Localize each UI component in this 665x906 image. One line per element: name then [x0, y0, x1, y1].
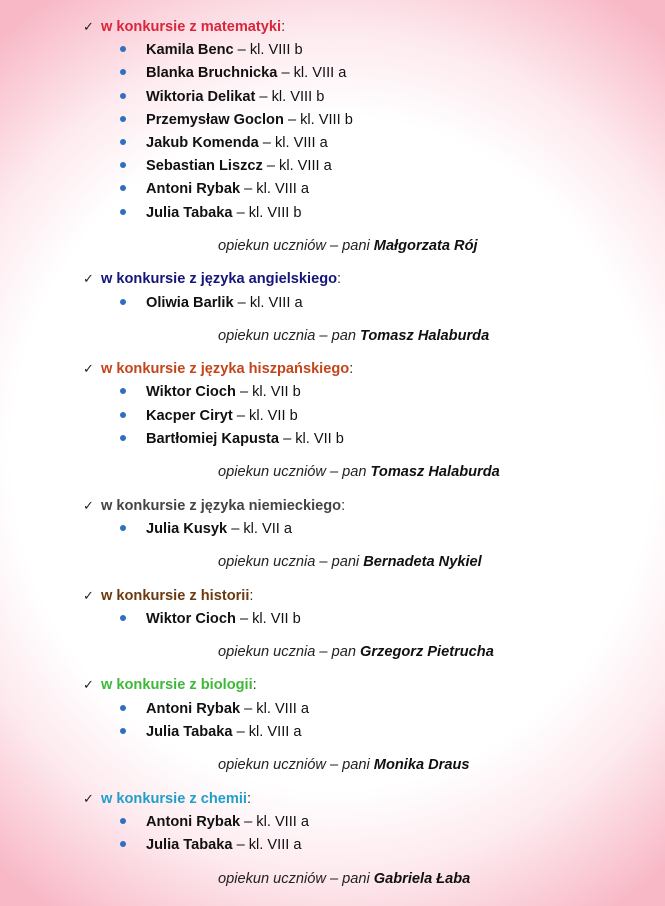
- student-class: – kl. VIII a: [281, 65, 347, 81]
- student-class: – kl. VIII b: [259, 89, 325, 105]
- student-name: Wiktor Cioch: [146, 384, 236, 400]
- tutor-name: Bernadeta Nykiel: [363, 554, 482, 570]
- checkmark-icon: ✓: [83, 791, 94, 806]
- contest-heading: [83, 586, 253, 606]
- student-name: Przemysław Goclon: [146, 112, 284, 128]
- student-name: Oliwia Barlik: [146, 295, 234, 311]
- student-class: – kl. VIII b: [287, 112, 353, 128]
- student-list-item: [120, 722, 301, 742]
- student-name: Julia Tabaka: [146, 205, 233, 221]
- contest-label: w konkursie z chemii: [101, 791, 247, 807]
- checkmark-icon: ✓: [83, 588, 94, 603]
- tutor-name: Monika Draus: [373, 757, 470, 773]
- tutor-prefix: opiekun ucznia – pan: [218, 328, 356, 344]
- student-name: Kamila Benc: [146, 42, 234, 58]
- tutor-line: [218, 326, 489, 346]
- tutor-line: [218, 642, 494, 662]
- bullet-icon: [120, 705, 126, 711]
- student-list-item: [120, 699, 309, 719]
- student-name: Julia Tabaka: [146, 724, 233, 740]
- student-name: Julia Tabaka: [146, 837, 233, 853]
- contest-heading: [83, 269, 341, 289]
- tutor-name: Tomasz Halaburda: [360, 328, 490, 344]
- bullet-icon: [120, 412, 126, 418]
- contest-heading: [83, 17, 285, 37]
- student-list-item: [120, 87, 324, 107]
- contest-heading: [83, 789, 251, 809]
- checkmark-icon: ✓: [83, 361, 94, 376]
- student-class: – kl. VII a: [231, 521, 293, 537]
- tutor-prefix: opiekun ucznia – pan: [218, 644, 356, 660]
- tutor-line: [218, 755, 469, 775]
- checkmark-icon: ✓: [83, 19, 94, 34]
- student-list-item: [120, 63, 346, 83]
- student-name: Sebastian Liszcz: [146, 158, 263, 174]
- bullet-icon: [120, 162, 126, 168]
- heading-colon: :: [252, 677, 257, 693]
- checkmark-icon: ✓: [83, 498, 94, 513]
- student-name: Wiktor Cioch: [146, 611, 236, 627]
- contest-label: w konkursie z biologii: [101, 677, 253, 693]
- contest-label: w konkursie z języka niemieckiego: [101, 498, 342, 514]
- bullet-icon: [120, 818, 126, 824]
- bullet-icon: [120, 435, 126, 441]
- student-class: – kl. VII b: [236, 408, 298, 424]
- checkmark-icon: ✓: [83, 271, 94, 286]
- bullet-icon: [120, 841, 126, 847]
- heading-colon: :: [349, 361, 354, 377]
- student-list-item: [120, 382, 301, 402]
- tutor-prefix: opiekun uczniów – pani: [218, 871, 370, 887]
- bullet-icon: [120, 93, 126, 99]
- contest-heading: [83, 675, 257, 695]
- student-list-item: [120, 133, 328, 153]
- contest-label: w konkursie z historii: [101, 588, 250, 604]
- bullet-icon: [120, 388, 126, 394]
- bullet-icon: [120, 299, 126, 305]
- student-name: Wiktoria Delikat: [146, 89, 256, 105]
- student-list-item: [120, 40, 303, 60]
- student-list-item: [120, 110, 353, 130]
- contest-label: w konkursie z języka hiszpańskiego: [101, 361, 350, 377]
- student-list-item: [120, 406, 298, 426]
- bullet-icon: [120, 46, 126, 52]
- heading-colon: :: [281, 19, 286, 35]
- student-name: Jakub Komenda: [146, 135, 259, 151]
- student-name: Julia Kusyk: [146, 521, 228, 537]
- student-class: – kl. VII b: [239, 384, 301, 400]
- tutor-name: Grzegorz Pietrucha: [360, 644, 494, 660]
- tutor-line: [218, 552, 482, 572]
- student-list-item: [120, 429, 344, 449]
- tutor-prefix: opiekun uczniów – pani: [218, 757, 370, 773]
- student-list-item: [120, 519, 292, 539]
- student-class: – kl. VIII b: [237, 42, 303, 58]
- student-class: – kl. VIII a: [266, 158, 332, 174]
- bullet-icon: [120, 116, 126, 122]
- bullet-icon: [120, 728, 126, 734]
- student-name: Antoni Rybak: [146, 814, 241, 830]
- heading-colon: :: [337, 271, 342, 287]
- student-name: Antoni Rybak: [146, 181, 241, 197]
- student-name: Kacper Ciryt: [146, 408, 233, 424]
- tutor-prefix: opiekun uczniów – pani: [218, 238, 370, 254]
- heading-colon: :: [249, 588, 254, 604]
- checkmark-icon: ✓: [83, 677, 94, 692]
- student-class: – kl. VII b: [283, 431, 344, 447]
- student-list-item: [120, 179, 309, 199]
- student-class: – kl. VIII a: [244, 181, 310, 197]
- bullet-icon: [120, 185, 126, 191]
- heading-colon: :: [247, 791, 252, 807]
- tutor-name: Gabriela Łaba: [373, 871, 471, 887]
- contest-heading: [83, 496, 345, 516]
- tutor-line: [218, 462, 500, 482]
- student-list-item: [120, 812, 309, 832]
- student-list-item: [120, 835, 301, 855]
- student-class: – kl. VIII a: [244, 701, 310, 717]
- contest-label: w konkursie z matematyki: [101, 19, 282, 35]
- student-class: – kl. VIII a: [244, 814, 310, 830]
- bullet-icon: [120, 525, 126, 531]
- bullet-icon: [120, 615, 126, 621]
- tutor-name: Tomasz Halaburda: [370, 464, 500, 480]
- student-name: Antoni Rybak: [146, 701, 241, 717]
- bullet-icon: [120, 69, 126, 75]
- tutor-name: Małgorzata Rój: [373, 238, 478, 254]
- contest-heading: [83, 359, 353, 379]
- student-list-item: [120, 609, 301, 629]
- student-name: Blanka Bruchnicka: [146, 65, 278, 81]
- student-list-item: [120, 293, 303, 313]
- student-class: – kl. VIII a: [262, 135, 328, 151]
- contest-label: w konkursie z języka angielskiego: [101, 271, 338, 287]
- student-list-item: [120, 156, 332, 176]
- student-list-item: [120, 203, 301, 223]
- bullet-icon: [120, 209, 126, 215]
- tutor-line: [218, 869, 470, 889]
- student-name: Bartłomiej Kapusta: [146, 431, 279, 447]
- heading-colon: :: [341, 498, 346, 514]
- student-class: – kl. VIII b: [236, 205, 302, 221]
- tutor-line: [218, 236, 478, 256]
- tutor-prefix: opiekun ucznia – pani: [218, 554, 360, 570]
- student-class: – kl. VII b: [239, 611, 301, 627]
- tutor-prefix: opiekun uczniów – pan: [218, 464, 367, 480]
- student-class: – kl. VIII a: [236, 837, 302, 853]
- bullet-icon: [120, 139, 126, 145]
- student-class: – kl. VIII a: [237, 295, 303, 311]
- student-class: – kl. VIII a: [236, 724, 302, 740]
